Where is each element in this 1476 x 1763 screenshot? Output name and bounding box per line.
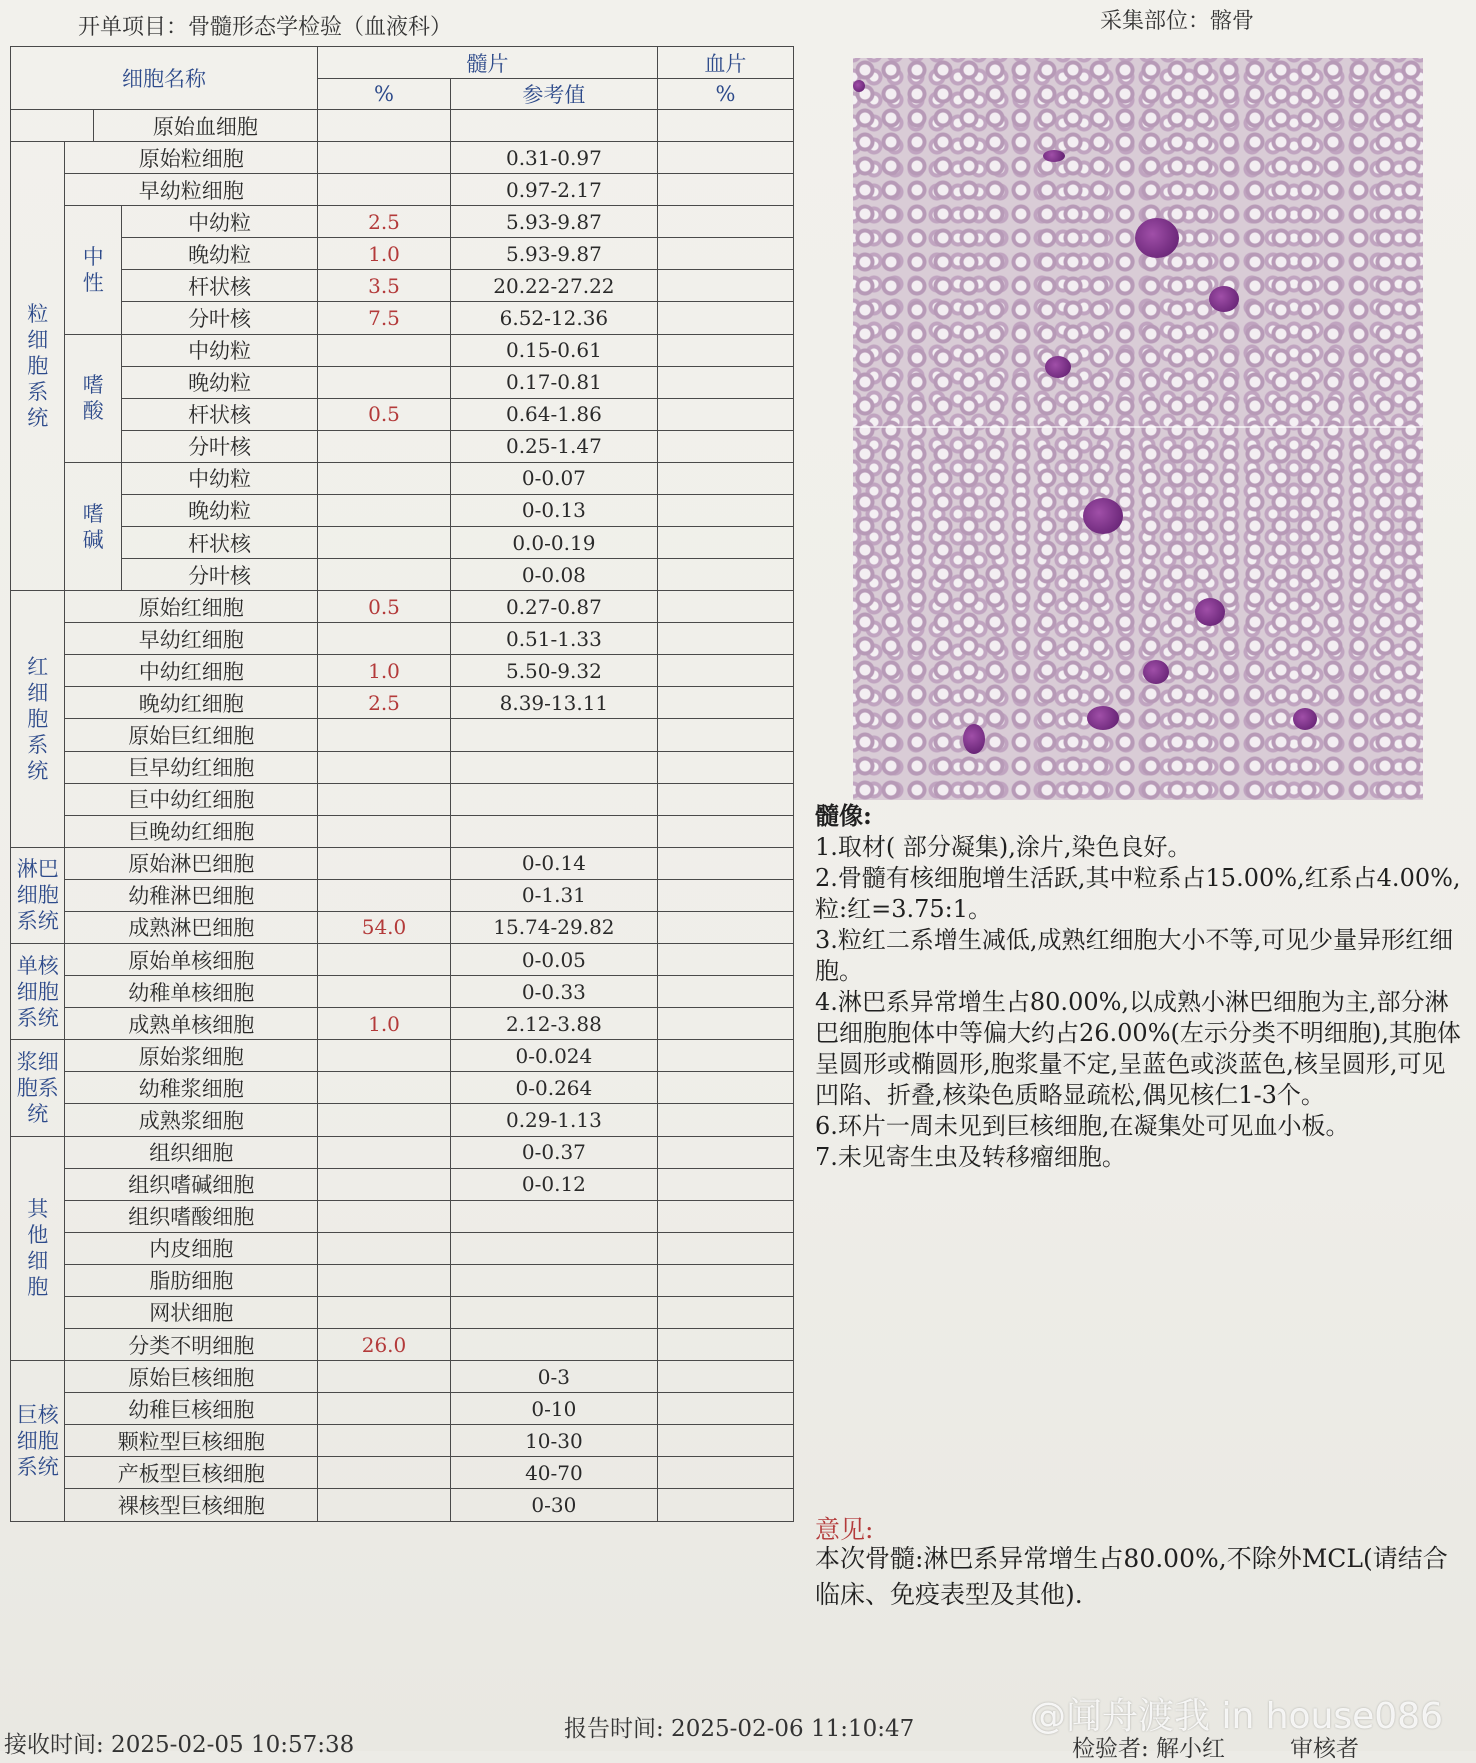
cell-name: 组织细胞	[65, 1136, 318, 1168]
reference-range	[450, 1296, 657, 1328]
cell-name: 成熟浆细胞	[65, 1104, 318, 1136]
marrow-pct: 26.0	[318, 1328, 451, 1360]
marrow-pct	[318, 623, 451, 655]
cell-name: 巨晚幼红细胞	[65, 815, 318, 847]
reference-range	[450, 751, 657, 783]
reference-range: 0-0.37	[450, 1136, 657, 1168]
cell-name: 颗粒型巨核细胞	[65, 1425, 318, 1457]
marrow-pct: 7.5	[318, 302, 451, 334]
stained-cell	[1143, 660, 1169, 684]
reference-range: 0-0.12	[450, 1168, 657, 1200]
reviewer: 审核者	[1290, 1736, 1359, 1762]
stained-cell	[1293, 708, 1317, 730]
reference-range	[450, 1328, 657, 1360]
reference-range: 0-0.07	[450, 462, 657, 494]
marrow-pct	[318, 430, 451, 462]
cell-name: 网状细胞	[65, 1296, 318, 1328]
reference-range: 0-0.33	[450, 976, 657, 1008]
marrow-pct	[318, 110, 451, 142]
header-blood-pct: %	[657, 79, 793, 110]
cell-name: 成熟淋巴细胞	[65, 911, 318, 943]
reference-range	[450, 1232, 657, 1264]
marrow-pct	[318, 1489, 451, 1522]
reference-range: 0-3	[450, 1361, 657, 1393]
marrow-pct	[318, 559, 451, 591]
cell-count-table	[10, 46, 794, 1522]
report-time: 报告时间: 2025-02-06 11:10:47	[564, 1716, 915, 1742]
system-mega: 巨核细胞系统	[11, 1361, 65, 1522]
cell-name: 中幼粒	[122, 462, 318, 494]
cell-name: 中幼红细胞	[65, 655, 318, 687]
cell-name: 巨中幼红细胞	[65, 783, 318, 815]
marrow-pct	[318, 976, 451, 1008]
opinion-text: 本次骨髓:淋巴系异常增生占80.00%,不除外MCL(请结合临床、免疫表型及其他).	[815, 1544, 1448, 1609]
cell-name: 晚幼粒	[122, 238, 318, 270]
reference-range: 0.29-1.13	[450, 1104, 657, 1136]
header-marrow-pct: %	[318, 79, 451, 110]
cell-name: 组织嗜酸细胞	[65, 1200, 318, 1232]
reference-range: 8.39-13.11	[450, 687, 657, 719]
marrow-pct	[318, 847, 451, 879]
cell-name: 原始红细胞	[65, 591, 318, 623]
reference-range: 0.31-0.97	[450, 142, 657, 174]
reference-range: 0-30	[450, 1489, 657, 1522]
marrow-pct: 1.0	[318, 238, 451, 270]
reference-range: 0.15-0.61	[450, 334, 657, 366]
reference-range: 0-0.024	[450, 1040, 657, 1072]
cell-name: 产板型巨核细胞	[65, 1457, 318, 1489]
marrow-pct	[318, 1072, 451, 1104]
cell-name: 原始粒细胞	[65, 142, 318, 174]
marrow-pct	[318, 751, 451, 783]
reference-range	[450, 783, 657, 815]
marrow-pct: 1.0	[318, 1008, 451, 1040]
marrow-pct	[318, 366, 451, 398]
findings-list	[815, 832, 1465, 1173]
reference-range: 2.12-3.88	[450, 1008, 657, 1040]
reference-range: 0.17-0.81	[450, 366, 657, 398]
marrow-pct	[318, 1425, 451, 1457]
cell-name: 杆状核	[122, 270, 318, 302]
finding-item: 6.环片一周未见到巨核细胞,在凝集处可见血小板。	[815, 1112, 1350, 1140]
marrow-pct	[318, 494, 451, 526]
marrow-pct	[318, 1393, 451, 1425]
cell-name: 晚幼红细胞	[65, 687, 318, 719]
marrow-pct	[318, 1104, 451, 1136]
marrow-pct	[318, 944, 451, 976]
header-blood: 血片	[657, 47, 793, 79]
marrow-pct	[318, 1264, 451, 1296]
stained-cell	[1087, 706, 1119, 730]
reference-range: 0-10	[450, 1393, 657, 1425]
system-lymph: 淋巴细胞系统	[11, 847, 65, 943]
cell-name: 脂肪细胞	[65, 1264, 318, 1296]
system-other: 其他细胞	[11, 1136, 65, 1361]
findings-title: 髓像:	[815, 801, 872, 830]
reference-range	[450, 719, 657, 751]
marrow-pct	[318, 142, 451, 174]
reference-range: 0.51-1.33	[450, 623, 657, 655]
marrow-pct	[318, 334, 451, 366]
cell-name: 裸核型巨核细胞	[65, 1489, 318, 1522]
reference-range: 0.27-0.87	[450, 591, 657, 623]
marrow-pct	[318, 462, 451, 494]
marrow-pct: 0.5	[318, 398, 451, 430]
order-item: 开单项目：骨髓形态学检验（血液科）	[78, 15, 453, 40]
receive-time: 接收时间: 2025-02-05 10:57:38	[4, 1732, 355, 1758]
marrow-pct	[318, 879, 451, 911]
marrow-pct	[318, 719, 451, 751]
cell-name: 幼稚单核细胞	[65, 976, 318, 1008]
reference-range: 0-0.13	[450, 494, 657, 526]
cell-name: 原始单核细胞	[65, 944, 318, 976]
marrow-pct	[318, 527, 451, 559]
cell-name: 原始淋巴细胞	[65, 847, 318, 879]
reference-range: 0-0.08	[450, 559, 657, 591]
finding-item: 2.骨髓有核细胞增生活跃,其中粒系占15.00%,红系占4.00%,粒:红=3.75:1。	[815, 864, 1461, 923]
finding-item: 1.取材( 部分凝集),涂片,染色良好。	[815, 833, 1192, 861]
marrow-pct	[318, 1361, 451, 1393]
subgroup-neutrophil: 中性	[65, 206, 122, 334]
opinion-title: 意见:	[815, 1515, 874, 1544]
cell-name: 分叶核	[122, 559, 318, 591]
reference-range: 10-30	[450, 1425, 657, 1457]
bone-marrow-micrograph	[853, 58, 1423, 800]
marrow-pct	[318, 1040, 451, 1072]
cell-name: 原始巨红细胞	[65, 719, 318, 751]
reference-range: 0.97-2.17	[450, 174, 657, 206]
stained-cell	[1043, 150, 1065, 162]
collection-site: 采集部位：髂骨	[1100, 9, 1255, 34]
reference-range: 15.74-29.82	[450, 911, 657, 943]
cell-name: 组织嗜碱细胞	[65, 1168, 318, 1200]
cell-name: 原始浆细胞	[65, 1040, 318, 1072]
marrow-pct: 2.5	[318, 206, 451, 238]
system-granulocyte: 粒细胞系统	[11, 142, 65, 591]
reference-range: 0-0.264	[450, 1072, 657, 1104]
reference-range: 20.22-27.22	[450, 270, 657, 302]
stained-cell	[1083, 498, 1123, 534]
cell-name: 成熟单核细胞	[65, 1008, 318, 1040]
cell-name: 原始巨核细胞	[65, 1361, 318, 1393]
marrow-pct	[318, 1296, 451, 1328]
marrow-pct	[318, 174, 451, 206]
cell-name: 晚幼粒	[122, 494, 318, 526]
cell-name: 杆状核	[122, 398, 318, 430]
stained-cell	[853, 80, 865, 92]
stained-cell	[963, 724, 985, 754]
finding-item: 3.粒红二系增生减低,成熟红细胞大小不等,可见少量异形红细胞。	[815, 926, 1454, 985]
reference-range: 0-0.05	[450, 944, 657, 976]
subgroup-basophil: 嗜碱	[65, 462, 122, 590]
marrow-pct: 0.5	[318, 591, 451, 623]
reference-range: 0-0.14	[450, 847, 657, 879]
reference-range: 5.50-9.32	[450, 655, 657, 687]
cell-name: 幼稚淋巴细胞	[65, 879, 318, 911]
system-plasma: 浆细胞系统	[11, 1040, 65, 1136]
header-marrow-ref: 参考值	[450, 79, 657, 110]
marrow-pct: 2.5	[318, 687, 451, 719]
cell-name: 中幼粒	[122, 334, 318, 366]
marrow-pct	[318, 815, 451, 847]
cell-name: 分叶核	[122, 430, 318, 462]
cell-name: 杆状核	[122, 527, 318, 559]
reference-range: 40-70	[450, 1457, 657, 1489]
reference-range: 0.64-1.86	[450, 398, 657, 430]
cell-name: 分类不明细胞	[65, 1328, 318, 1360]
stained-cell	[1135, 218, 1179, 258]
finding-item: 7.未见寄生虫及转移瘤细胞。	[815, 1143, 1126, 1171]
marrow-pct	[318, 1457, 451, 1489]
cell-name: 内皮细胞	[65, 1232, 318, 1264]
cell-name: 早幼粒细胞	[65, 174, 318, 206]
reference-range: 0.0-0.19	[450, 527, 657, 559]
reference-range: 0-1.31	[450, 879, 657, 911]
marrow-pct	[318, 1168, 451, 1200]
reference-range: 6.52-12.36	[450, 302, 657, 334]
header-marrow: 髓片	[318, 47, 658, 79]
marrow-pct: 54.0	[318, 911, 451, 943]
system-mono: 单核细胞系统	[11, 944, 65, 1040]
cell-name: 幼稚浆细胞	[65, 1072, 318, 1104]
marrow-pct	[318, 1232, 451, 1264]
inspector: 检验者: 解小红	[1072, 1736, 1226, 1762]
marrow-pct: 3.5	[318, 270, 451, 302]
reference-range: 5.93-9.87	[450, 206, 657, 238]
image-seam	[853, 426, 1423, 428]
stained-cell	[1195, 598, 1225, 626]
reference-range: 0.25-1.47	[450, 430, 657, 462]
cell-name: 幼稚巨核细胞	[65, 1393, 318, 1425]
watermark: @闻舟渡我 in house086	[1030, 1696, 1443, 1737]
marrow-pct: 1.0	[318, 655, 451, 687]
header-cell-name: 细胞名称	[11, 47, 318, 110]
marrow-pct	[318, 1136, 451, 1168]
cell-name: 中幼粒	[122, 206, 318, 238]
cell-name: 早幼红细胞	[65, 623, 318, 655]
system-erythroid: 红细胞系统	[11, 591, 65, 848]
marrow-pct	[318, 1200, 451, 1232]
cell-name: 原始血细胞	[93, 110, 317, 142]
cell-name: 分叶核	[122, 302, 318, 334]
reference-range	[450, 1264, 657, 1296]
finding-item: 4.淋巴系异常增生占80.00%,以成熟小淋巴细胞为主,部分淋巴细胞胞体中等偏大约占26.00%(左示分类不明细胞),其胞体呈圆形或椭圆形,胞浆量不定,呈蓝色或淡蓝色,核呈圆形,可见凹陷、折叠,核染色质略显疏松,偶见核仁1-3个。	[815, 988, 1461, 1109]
reference-range	[450, 110, 657, 142]
reference-range: 5.93-9.87	[450, 238, 657, 270]
subgroup-eosinophil: 嗜酸	[65, 334, 122, 462]
reference-range	[450, 815, 657, 847]
stained-cell	[1209, 286, 1239, 312]
marrow-pct	[318, 783, 451, 815]
stained-cell	[1045, 356, 1071, 378]
cell-name: 巨早幼红细胞	[65, 751, 318, 783]
cell-name: 晚幼粒	[122, 366, 318, 398]
reference-range	[450, 1200, 657, 1232]
